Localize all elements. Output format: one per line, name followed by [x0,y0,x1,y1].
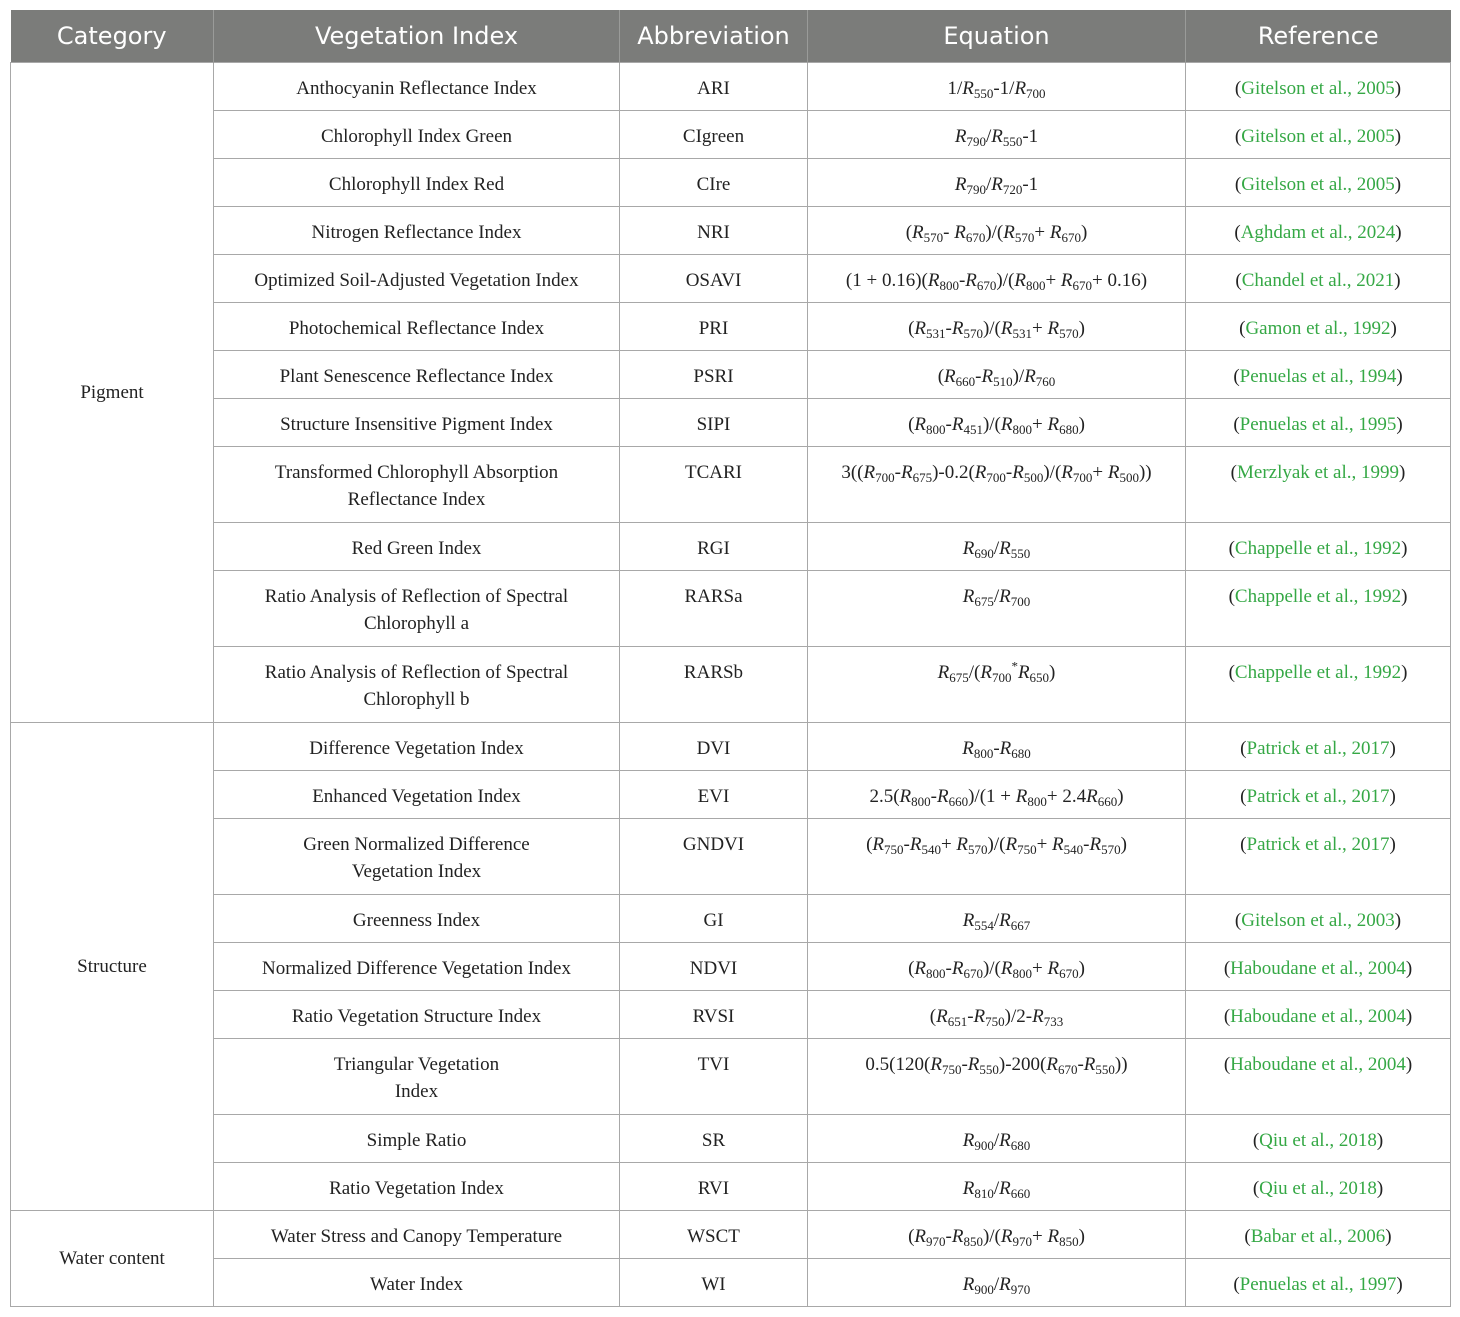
abbreviation-cell: WSCT [620,1211,808,1259]
table-row [11,523,1451,571]
table-row [11,1039,1451,1115]
abbreviation-cell: GNDVI [620,819,808,895]
index-name-cell: Nitrogen Reflectance Index [214,207,620,255]
table-row [11,1115,1451,1163]
header-vegetation-index: Vegetation Index [214,10,620,63]
table-row [11,303,1451,351]
table-row [11,207,1451,255]
equation-cell: $(R_{750}-R_{540}+ R_{570})/(R_{750}+ R_{540}-R_{570})$ [808,819,1186,895]
abbreviation-cell: CIre [620,159,808,207]
index-name-cell: Chlorophyll Index Green [214,111,620,159]
reference-cell: (Patrick et al., 2017) [1186,771,1451,819]
citation-link[interactable]: Merzlyak et al., 1999 [1237,462,1399,483]
reference-cell: (Chappelle et al., 1992) [1186,647,1451,723]
citation-link[interactable]: Haboudane et al., 2004 [1230,1054,1406,1075]
equation-cell: $(R_{800}-R_{670})/(R_{800}+ R_{670})$ [808,943,1186,991]
citation-link[interactable]: Gamon et al., 1992 [1245,318,1391,339]
table-row [11,111,1451,159]
table-row [11,895,1451,943]
abbreviation-cell: SR [620,1115,808,1163]
reference-cell: (Gitelson et al., 2005) [1186,63,1451,111]
equation-cell: $3((R_{700}-R_{675})-0.2(R_{700}-R_{500})/(R_{700}+ R_{500}))$ [808,447,1186,523]
header-category: Category [11,10,214,63]
citation-link[interactable]: Haboudane et al., 2004 [1230,958,1406,979]
abbreviation-cell: DVI [620,723,808,771]
table-row [11,399,1451,447]
equation-cell: $R_{675}/R_{700}$ [808,571,1186,647]
table-container [10,10,1450,1307]
citation-link[interactable]: Penuelas et al., 1995 [1239,414,1397,435]
table-row [11,943,1451,991]
abbreviation-cell: RGI [620,523,808,571]
citation-link[interactable]: Chappelle et al., 1992 [1234,586,1402,607]
abbreviation-cell: GI [620,895,808,943]
citation-link[interactable]: Aghdam et al., 2024 [1240,222,1396,243]
equation-cell: $(R_{800}-R_{451})/(R_{800}+ R_{680})$ [808,399,1186,447]
reference-cell: (Gitelson et al., 2005) [1186,159,1451,207]
index-name-cell: Chlorophyll Index Red [214,159,620,207]
equation-cell: $R_{790}/R_{550}-1$ [808,111,1186,159]
citation-link[interactable]: Gitelson et al., 2003 [1241,910,1395,931]
abbreviation-cell: EVI [620,771,808,819]
citation-link[interactable]: Penuelas et al., 1994 [1239,366,1397,387]
table-row [11,255,1451,303]
index-name-cell: Simple Ratio [214,1115,620,1163]
equation-cell: $2.5(R_{800}-R_{660})/(1 + R_{800}+ 2.4R_{660})$ [808,771,1186,819]
table-row [11,819,1451,895]
reference-cell: (Gitelson et al., 2005) [1186,111,1451,159]
abbreviation-cell: TVI [620,1039,808,1115]
abbreviation-cell: ARI [620,63,808,111]
abbreviation-cell: OSAVI [620,255,808,303]
index-name-cell: Ratio Analysis of Reflection of Spectral Chlorophyll b [214,647,620,723]
equation-cell: ($R_{570}-$ $R_{670})/(R_{570}+ R_{670})$ [808,207,1186,255]
table-row [11,647,1451,723]
reference-cell: (Haboudane et al., 2004) [1186,991,1451,1039]
table-row [11,723,1451,771]
reference-cell: (Patrick et al., 2017) [1186,723,1451,771]
equation-cell: $R_{554}/R_{667}$ [808,895,1186,943]
citation-link[interactable]: Patrick et al., 2017 [1246,834,1390,855]
citation-link[interactable]: Gitelson et al., 2005 [1241,174,1395,195]
abbreviation-cell: TCARI [620,447,808,523]
equation-cell: $R_{790}/R_{720}-1$ [808,159,1186,207]
equation-cell: $R_{900}/R_{970}$ [808,1259,1186,1307]
reference-cell: (Penuelas et al., 1995) [1186,399,1451,447]
equation-cell: $(R_{531}-R_{570})/(R_{531}+ R_{570})$ [808,303,1186,351]
table-row [11,771,1451,819]
index-name-cell: Ratio Vegetation Index [214,1163,620,1211]
equation-cell: $(R_{660}-R_{510})/R_{760}$ [808,351,1186,399]
equation-cell: $(R_{651}-R_{750})/2-R_{733}$ [808,991,1186,1039]
index-name-cell: Structure Insensitive Pigment Index [214,399,620,447]
reference-cell: (Aghdam et al., 2024) [1186,207,1451,255]
index-name-cell: Normalized Difference Vegetation Index [214,943,620,991]
citation-link[interactable]: Penuelas et al., 1997 [1239,1274,1397,1295]
equation-cell: $R_{675}/(R_{700}^*R_{650})$ [808,647,1186,723]
abbreviation-cell: RVSI [620,991,808,1039]
citation-link[interactable]: Chappelle et al., 1992 [1234,662,1402,683]
abbreviation-cell: WI [620,1259,808,1307]
index-name-cell: Red Green Index [214,523,620,571]
category-cell: Structure [11,723,214,1211]
citation-link[interactable]: Qiu et al., 2018 [1259,1130,1377,1151]
abbreviation-cell: RVI [620,1163,808,1211]
abbreviation-cell: NDVI [620,943,808,991]
index-name-cell: Greenness Index [214,895,620,943]
equation-cell: $R_{900}/R_{680}$ [808,1115,1186,1163]
equation-cell: $1/R_{550}-1/R_{700}$ [808,63,1186,111]
table-row [11,1163,1451,1211]
citation-link[interactable]: Gitelson et al., 2005 [1241,126,1395,147]
index-name-cell: Ratio Analysis of Reflection of Spectral Chlorophyll a [214,571,620,647]
citation-link[interactable]: Chappelle et al., 1992 [1234,538,1402,559]
citation-link[interactable]: Haboudane et al., 2004 [1230,1006,1406,1027]
abbreviation-cell: SIPI [620,399,808,447]
table-row [11,351,1451,399]
category-cell: Water content [11,1211,214,1307]
citation-link[interactable]: Qiu et al., 2018 [1259,1178,1377,1199]
reference-cell: (Chappelle et al., 1992) [1186,523,1451,571]
header-reference: Reference [1186,10,1451,63]
equation-cell: $(R_{970}-R_{850})/(R_{970}+ R_{850})$ [808,1211,1186,1259]
equation-cell: $0.5(120(R_{750}-R_{550})-200(R_{670}-R_{550}))$ [808,1039,1186,1115]
table-row [11,447,1451,523]
index-name-cell: Photochemical Reflectance Index [214,303,620,351]
index-name-cell: Anthocyanin Reflectance Index [214,63,620,111]
equation-cell: $R_{810}/R_{660}$ [808,1163,1186,1211]
citation-link[interactable]: Gitelson et al., 2005 [1241,78,1395,99]
abbreviation-cell: NRI [620,207,808,255]
header-abbreviation: Abbreviation [620,10,808,63]
index-name-cell: Transformed Chlorophyll Absorption Reflectance Index [214,447,620,523]
reference-cell: (Penuelas et al., 1997) [1186,1259,1451,1307]
citation-link[interactable]: Patrick et al., 2017 [1246,738,1390,759]
index-name-cell: Enhanced Vegetation Index [214,771,620,819]
reference-cell: (Haboudane et al., 2004) [1186,943,1451,991]
abbreviation-cell: PSRI [620,351,808,399]
reference-cell: (Haboudane et al., 2004) [1186,1039,1451,1115]
index-name-cell: Green Normalized Difference Vegetation Index [214,819,620,895]
reference-cell: (Patrick et al., 2017) [1186,819,1451,895]
reference-cell: (Qiu et al., 2018) [1186,1163,1451,1211]
reference-cell: (Penuelas et al., 1994) [1186,351,1451,399]
header-row [11,10,1451,63]
abbreviation-cell: RARSa [620,571,808,647]
reference-cell: (Chandel et al., 2021) [1186,255,1451,303]
citation-link[interactable]: Chandel et al., 2021 [1241,270,1395,291]
equation-cell: $R_{690}/R_{550}$ [808,523,1186,571]
table-row [11,1259,1451,1307]
equation-cell: $R_{800}-R_{680}$ [808,723,1186,771]
citation-link[interactable]: Patrick et al., 2017 [1246,786,1390,807]
table-row [11,63,1451,111]
index-name-cell: Triangular Vegetation Index [214,1039,620,1115]
index-name-cell: Plant Senescence Reflectance Index [214,351,620,399]
table-row [11,1211,1451,1259]
index-name-cell: Ratio Vegetation Structure Index [214,991,620,1039]
table-row [11,991,1451,1039]
table-row [11,159,1451,207]
abbreviation-cell: RARSb [620,647,808,723]
reference-cell: (Qiu et al., 2018) [1186,1115,1451,1163]
category-cell: Pigment [11,63,214,723]
reference-cell: (Gitelson et al., 2003) [1186,895,1451,943]
abbreviation-cell: CIgreen [620,111,808,159]
index-name-cell: Optimized Soil-Adjusted Vegetation Index [214,255,620,303]
reference-cell: (Gamon et al., 1992) [1186,303,1451,351]
table-header [11,10,1451,63]
abbreviation-cell: PRI [620,303,808,351]
equation-cell: $(1 + 0.16)(R_{800}-R_{670})/(R_{800}+ R_{670}+ 0.16)$ [808,255,1186,303]
citation-link[interactable]: Babar et al., 2006 [1250,1226,1386,1247]
reference-cell: (Merzlyak et al., 1999) [1186,447,1451,523]
header-equation: Equation [808,10,1186,63]
index-name-cell: Water Stress and Canopy Temperature [214,1211,620,1259]
index-name-cell: Water Index [214,1259,620,1307]
vegetation-index-table [10,10,1451,1307]
table-row [11,571,1451,647]
table-body [11,63,1451,1307]
index-name-cell: Difference Vegetation Index [214,723,620,771]
reference-cell: (Chappelle et al., 1992) [1186,571,1451,647]
reference-cell: (Babar et al., 2006) [1186,1211,1451,1259]
